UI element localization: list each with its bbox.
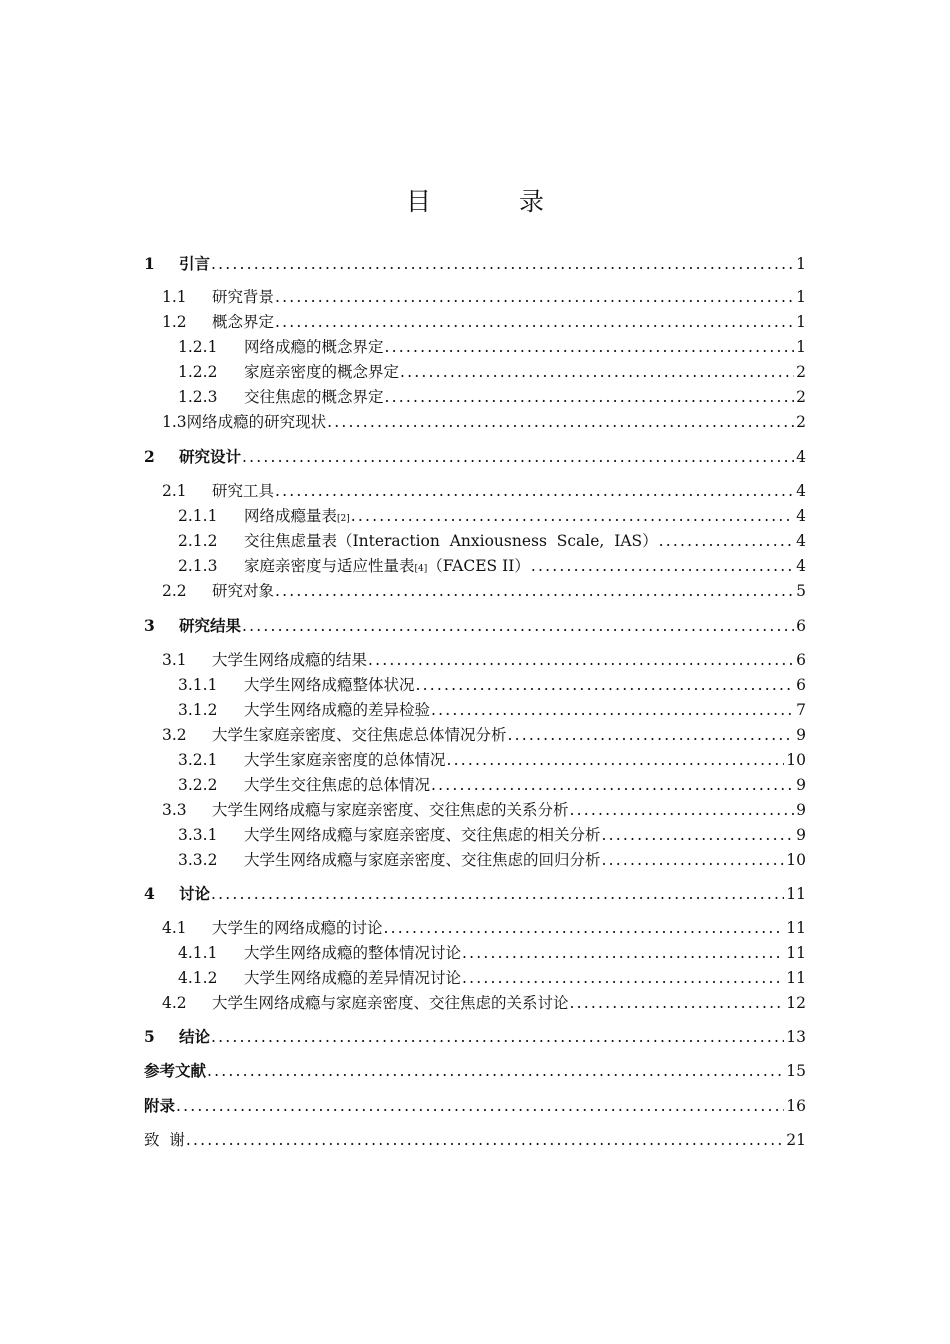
toc-entry-page: 4 [796,532,806,550]
toc-leader [508,726,795,744]
toc-leader [602,826,795,844]
toc-entry-number: 1.2.1 [178,338,218,356]
toc-entry-page: 2 [796,413,806,431]
toc-entry[interactable] [144,614,806,638]
toc-entry[interactable]: 2.1.1 网络成瘾量表 [2] ..... 4 [178,504,806,528]
toc-entry-page: 1 [796,288,806,306]
toc-entry[interactable] [178,848,806,872]
toc-entry-page: 10 [786,751,806,769]
toc-entry-page: 1 [796,255,806,273]
toc-entry-label: 1.3网络成瘾的研究现状 [162,413,327,431]
toc-entry-page: 9 [796,726,806,744]
toc-entry-page: 9 [796,801,806,819]
toc-leader [211,1028,784,1046]
toc-entry-page: 1 [796,313,806,331]
toc-title: 目 录 [406,187,584,216]
toc-entry-number: 2.2 [162,582,187,600]
toc-entry-label: 大学生网络成瘾与家庭亲密度、交往焦虑的回归分析 [244,851,601,869]
toc-entry-page: 1 [796,338,806,356]
toc-leader [351,507,794,525]
toc-entry-page: 4 [796,557,806,575]
toc-entry[interactable] [162,310,806,334]
toc-leader [186,1131,784,1149]
toc-entry-label: 研究对象 [212,582,275,600]
toc-entry-page: 13 [786,1028,806,1046]
toc-entry-label: 研究工具 [212,482,275,500]
toc-entry-label: 大学生家庭亲密度、交往焦虑总体情况分析 [212,726,507,744]
toc-entry-number: 3.2.1 [178,751,218,769]
toc-entry[interactable] [144,445,806,469]
toc-leader [275,482,794,500]
toc-entry-label: 交往焦虑量表（Interaction Anxiousness Scale, IAS） [244,532,658,550]
toc-entry-label: 网络成瘾的概念界定 [244,338,384,356]
toc-entry-number: 3.2 [162,726,187,744]
toc-entry-number: 3 [144,616,155,635]
toc-entry[interactable] [178,748,806,772]
toc-entry-page: 9 [796,776,806,794]
toc-leader [275,313,794,331]
toc-entry-label: 研究设计 [179,447,242,466]
toc-entry-number: 2 [144,447,155,466]
toc-leader [570,994,785,1012]
toc-entry[interactable] [162,798,806,822]
toc-entry-number: 3.3.2 [178,851,218,869]
toc-entry[interactable] [178,698,806,722]
toc-entry-page: 12 [786,994,806,1012]
toc-entry-page: 4 [796,482,806,500]
toc-entry-label: 大学生网络成瘾与家庭亲密度、交往焦虑的相关分析 [244,826,601,844]
toc-entry[interactable] [178,385,806,409]
toc-entry-number: 5 [144,1027,155,1046]
toc-entry[interactable] [162,916,806,940]
toc-entry-page: 6 [796,651,806,669]
toc-entry-label: 交往焦虑的概念界定 [244,388,384,406]
toc-entry-number: 3.1.2 [178,701,218,719]
toc-entry-page: 4 [796,507,806,525]
toc-entry-label: 致 谢 [144,1131,185,1149]
toc-entry-page: 6 [796,676,806,694]
toc-entry-page: 7 [796,701,806,719]
toc-entry-number: 1.1 [162,288,187,306]
toc-entry-label: 家庭亲密度的概念界定 [244,363,400,381]
toc-entry-number: 1.2.3 [178,388,218,406]
toc-entry-number: 3.1 [162,651,187,669]
toc-entry-number: 4.2 [162,994,187,1012]
toc-entry-number: 1.2.2 [178,363,218,381]
toc-entry-number: 3.1.1 [178,676,218,694]
toc-entry-label: 研究背景 [212,288,275,306]
toc-entry[interactable] [178,823,806,847]
toc-entry-page: 9 [796,826,806,844]
toc-entry[interactable]: 2.1.3 家庭亲密度与适应性量表 [4] （FACES II） ..... 4 [178,554,806,578]
toc-entry[interactable] [162,991,806,1015]
toc-leader [207,1062,784,1080]
toc-entry-page: 16 [786,1097,806,1115]
toc-entry-page: 21 [786,1131,806,1149]
toc-entry-label: 大学生网络成瘾的结果 [212,651,368,669]
toc-entry-label: 大学生网络成瘾整体状况 [244,676,415,694]
toc-entry-page: 11 [786,944,806,962]
toc-leader [462,969,784,987]
toc-entry-label: 网络成瘾量表 [244,507,338,525]
toc-leader [431,701,794,719]
toc-entry[interactable] [178,335,806,359]
toc-entry[interactable] [162,579,806,603]
toc-leader [385,388,795,406]
toc-leader [368,651,794,669]
toc-entry-label: 大学生网络成瘾与家庭亲密度、交往焦虑的关系分析 [212,801,569,819]
toc-entry[interactable] [178,529,806,553]
toc-entry-number: 3.3.1 [178,826,218,844]
toc-leader [176,1097,784,1115]
toc-leader [275,288,794,306]
toc-leader [242,617,794,635]
toc-entry-label: 引言 [179,254,211,273]
toc-entry-page: 11 [786,885,806,903]
toc-entry-label: 研究结果 [179,616,242,635]
toc-leader [416,676,795,694]
toc-leader [400,363,794,381]
toc-leader [447,751,785,769]
toc-entry[interactable] [162,285,806,309]
toc-entry-label: 附录 [144,1096,176,1115]
toc-entry[interactable] [162,479,806,503]
toc-leader [659,532,794,550]
toc-entry-page: 6 [796,617,806,635]
toc-leader [384,919,785,937]
toc-entry-page: 10 [786,851,806,869]
toc-leader [570,801,795,819]
toc-entry-number: 4.1.1 [178,944,218,962]
toc-leader [275,582,794,600]
toc-entry[interactable] [144,1128,806,1152]
toc-entry[interactable] [144,1094,806,1118]
toc-entry-page: 11 [786,969,806,987]
toc-entry-number: 2.1.3 [178,557,218,575]
toc-entry[interactable] [144,252,806,276]
toc-entry[interactable] [144,882,806,906]
toc-entry[interactable] [178,966,806,990]
toc-entry-label: 家庭亲密度与适应性量表 [244,557,415,575]
toc-entry-label: 大学生家庭亲密度的总体情况 [244,751,446,769]
toc-leader [211,255,794,273]
toc-entry[interactable] [178,773,806,797]
toc-entry-number: 1 [144,254,155,273]
toc-entry-page: 5 [796,582,806,600]
toc-entry[interactable] [178,360,806,384]
toc-entry-label: 结论 [179,1027,211,1046]
toc-entry-label: 参考文献 [144,1061,207,1080]
toc-entry-number: 3.3 [162,801,187,819]
toc-entry-page: 4 [796,448,806,466]
toc-entry-page: 2 [796,388,806,406]
toc-entry[interactable] [162,648,806,672]
toc-entry-number: 2.1.2 [178,532,218,550]
toc-entry-page: 2 [796,363,806,381]
toc-entry-label: 大学生网络成瘾的差异情况讨论 [244,969,462,987]
toc-entry[interactable] [162,723,806,747]
toc-leader [531,557,794,575]
toc-entry-page: 15 [786,1062,806,1080]
toc-entry-number: 4.1.2 [178,969,218,987]
toc-leader [327,413,794,431]
toc-entry-number: 4 [144,884,155,903]
toc-entry-label: 大学生的网络成瘾的讨论 [212,919,383,937]
toc-leader [385,338,795,356]
toc-leader [431,776,794,794]
toc-entry-label: 讨论 [179,884,211,903]
toc-leader [602,851,785,869]
toc-entry-number: 3.2.2 [178,776,218,794]
toc-entry-number: 2.1.1 [178,507,218,525]
toc-entry-label: 大学生交往焦虑的总体情况 [244,776,431,794]
toc-entry-number: 2.1 [162,482,187,500]
toc-leader [242,448,794,466]
toc-entry[interactable] [178,941,806,965]
toc-entry-label: 大学生网络成瘾与家庭亲密度、交往焦虑的关系讨论 [212,994,569,1012]
toc-entry-page: 11 [786,919,806,937]
toc-entry[interactable] [178,673,806,697]
toc-entry-label: 大学生网络成瘾的差异检验 [244,701,431,719]
toc-entry[interactable] [144,1059,806,1083]
toc-entry[interactable] [162,410,806,434]
toc-leader [462,944,784,962]
toc-leader [211,885,784,903]
toc-entry-label: 大学生网络成瘾的整体情况讨论 [244,944,462,962]
toc-entry[interactable] [144,1025,806,1049]
toc-entry-number: 4.1 [162,919,187,937]
toc-entry-number: 1.2 [162,313,187,331]
toc-entry-label: 概念界定 [212,313,275,331]
toc-entry-label-suffix: （FACES II） [427,557,530,575]
